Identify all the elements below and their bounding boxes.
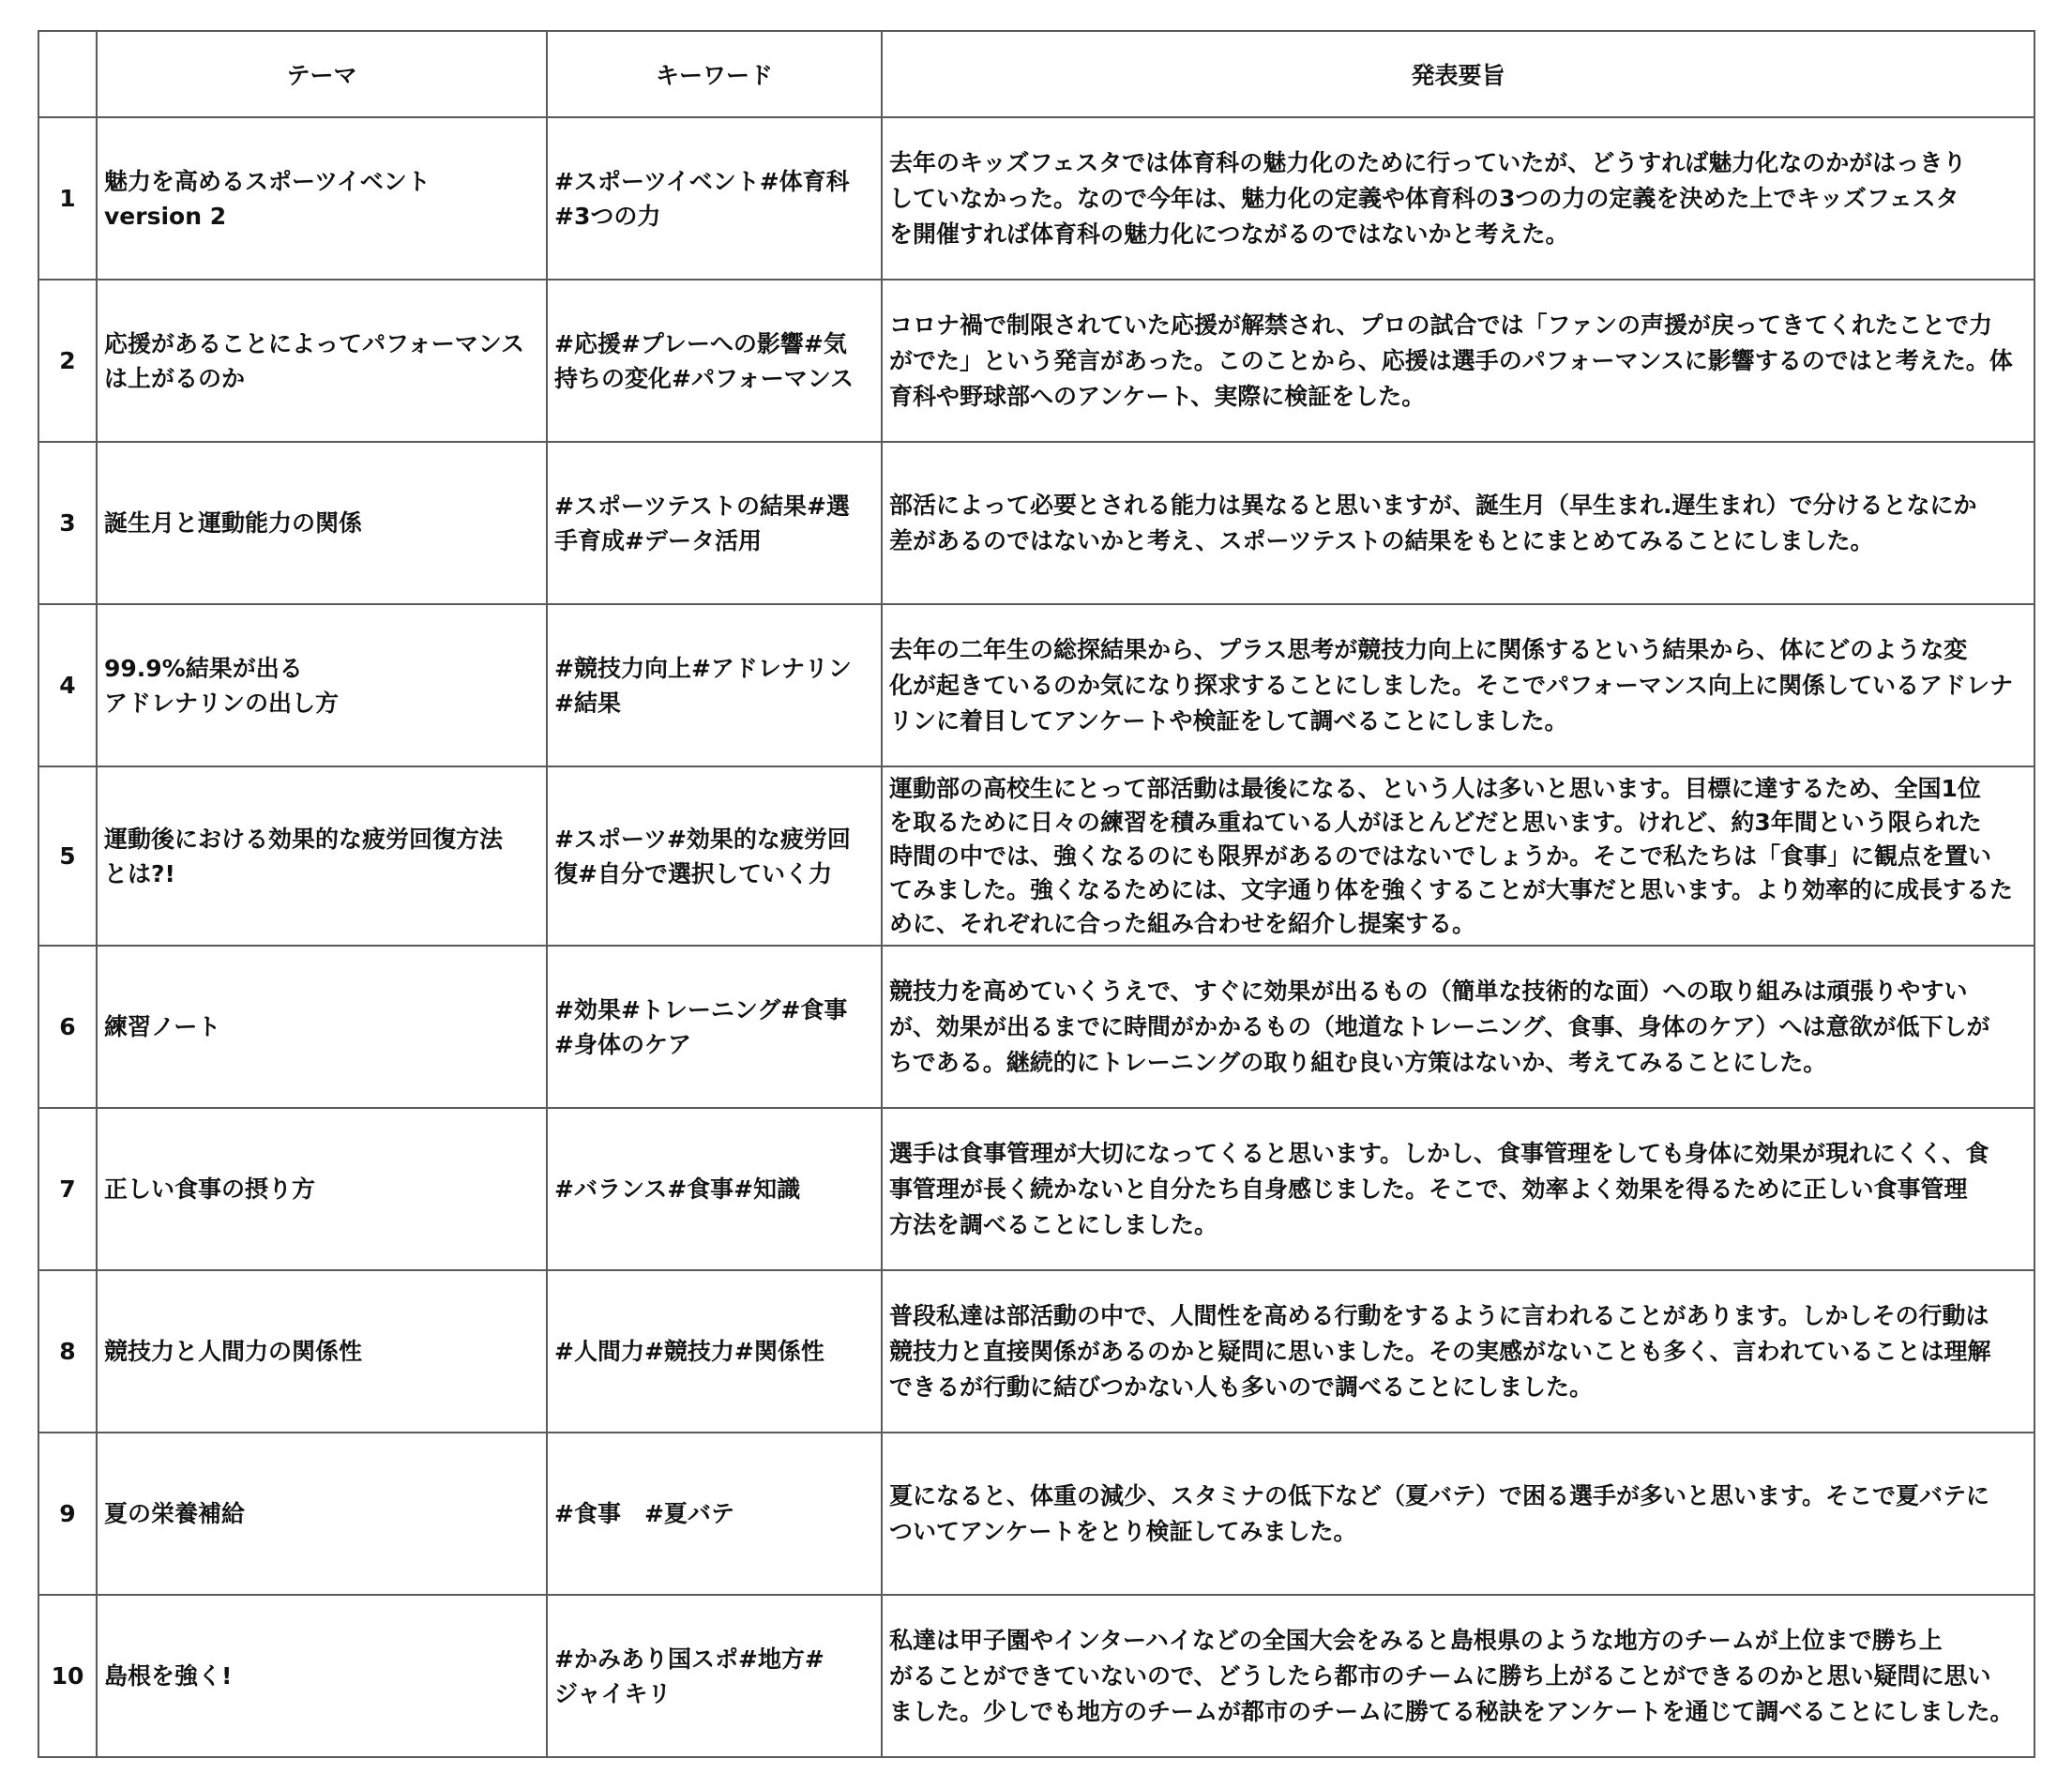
table-row: [38, 442, 2034, 604]
header-no: [38, 31, 97, 117]
theme-cell: 誕生月と運動能力の関係: [97, 442, 547, 604]
keywords-cell: #スポーツ#効果的な疲労回 復#自分で選択していく力: [547, 766, 882, 946]
row-number: 4: [38, 604, 97, 766]
keywords-cell: #効果#トレーニング#食事 #身体のケア: [547, 946, 882, 1108]
presentation-table-sheet: [38, 30, 2034, 1747]
presentation-table: [38, 30, 2035, 1758]
table-row: [38, 1270, 2034, 1433]
row-number: 8: [38, 1270, 97, 1433]
table-row: [38, 1433, 2034, 1595]
header-row: [38, 31, 2034, 117]
row-number: 9: [38, 1433, 97, 1595]
theme-cell: 応援があることによってパフォーマンス は上がるのか: [97, 280, 547, 442]
theme-cell: 練習ノート: [97, 946, 547, 1108]
header-theme: テーマ: [97, 31, 547, 117]
table-row: [38, 1108, 2034, 1270]
keywords-cell: #人間力#競技力#関係性: [547, 1270, 882, 1433]
summary-cell: 普段私達は部活動の中で、人間性を高める行動をするように言われることがあります。しかしその行動は 競技力と直接関係があるのかと疑問に思いました。その実感がないことも多く、言われていることは理解 できるが行動に結びつかない人も多いので調べることにしました。: [882, 1270, 2034, 1433]
header-keywords: キーワード: [547, 31, 882, 117]
summary-cell: 選手は食事管理が大切になってくると思います。しかし、食事管理をしても身体に効果が現れにくく、食 事管理が長く続かないと自分たち自身感じました。そこで、効率よく効果を得るために正しい食事管理 方法を調べることにしました。: [882, 1108, 2034, 1270]
table-row: [38, 117, 2034, 280]
summary-cell: 部活によって必要とされる能力は異なると思いますが、誕生月（早生まれ.遅生まれ）で分けるとなにか 差があるのではないかと考え、スポーツテストの結果をもとにまとめてみることにしました。: [882, 442, 2034, 604]
keywords-cell: #食事 #夏バテ: [547, 1433, 882, 1595]
theme-cell: 正しい食事の摂り方: [97, 1108, 547, 1270]
summary-cell: 私達は甲子園やインターハイなどの全国大会をみると島根県のような地方のチームが上位まで勝ち上 がることができていないので、どうしたら都市のチームに勝ち上がることができるのかと思い疑問に思い ました。少しでも地方のチームが都市のチームに勝てる秘訣をアンケートを通じて調べることにしました。: [882, 1595, 2034, 1757]
keywords-cell: #応援#プレーへの影響#気 持ちの変化#パフォーマンス: [547, 280, 882, 442]
row-number: 2: [38, 280, 97, 442]
summary-cell: 運動部の高校生にとって部活動は最後になる、という人は多いと思います。目標に達するため、全国1位 を取るために日々の練習を積み重ねている人がほとんどだと思います。けれど、約3年間という限られた 時間の中では、強くなるのにも限界があるのではないでしょうか。そこで私たちは「食事」に観点を置い てみました。強くなるためには、文字通り体を強くすることが大事だと思います。より効率的に成長するた めに、それぞれに合った組み合わせを紹介し提案する。: [882, 766, 2034, 946]
theme-cell: 魅力を高めるスポーツイベント version 2: [97, 117, 547, 280]
keywords-cell: #競技力向上#アドレナリン #結果: [547, 604, 882, 766]
theme-cell: 競技力と人間力の関係性: [97, 1270, 547, 1433]
table-row: [38, 766, 2034, 946]
summary-cell: 去年のキッズフェスタでは体育科の魅力化のために行っていたが、どうすれば魅力化なのかがはっきり していなかった。なので今年は、魅力化の定義や体育科の3つの力の定義を決めた上でキッズフェスタ を開催すれば体育科の魅力化につながるのではないかと考えた。: [882, 117, 2034, 280]
table-row: [38, 280, 2034, 442]
theme-cell: 運動後における効果的な疲労回復方法 とは?!: [97, 766, 547, 946]
row-number: 1: [38, 117, 97, 280]
row-number: 10: [38, 1595, 97, 1757]
row-number: 5: [38, 766, 97, 946]
summary-cell: 競技力を高めていくうえで、すぐに効果が出るもの（簡単な技術的な面）への取り組みは頑張りやすい が、効果が出るまでに時間がかかるもの（地道なトレーニング、食事、身体のケア）へは意欲が低下しが ちである。継続的にトレーニングの取り組む良い方策はないか、考えてみることにした。: [882, 946, 2034, 1108]
keywords-cell: #バランス#食事#知識: [547, 1108, 882, 1270]
keywords-cell: #かみあり国スポ#地方# ジャイキリ: [547, 1595, 882, 1757]
table-row: [38, 604, 2034, 766]
header-summary: 発表要旨: [882, 31, 2034, 117]
keywords-cell: #スポーツテストの結果#選 手育成#データ活用: [547, 442, 882, 604]
summary-cell: コロナ禍で制限されていた応援が解禁され、プロの試合では「ファンの声援が戻ってきてくれたことで力 がでた」という発言があった。このことから、応援は選手のパフォーマンスに影響するのではと考えた。体 育科や野球部へのアンケート、実際に検証をした。: [882, 280, 2034, 442]
table-row: [38, 946, 2034, 1108]
row-number: 6: [38, 946, 97, 1108]
row-number: 7: [38, 1108, 97, 1270]
theme-cell: 99.9%結果が出る アドレナリンの出し方: [97, 604, 547, 766]
row-number: 3: [38, 442, 97, 604]
summary-cell: 去年の二年生の総探結果から、プラス思考が競技力向上に関係するという結果から、体にどのような変 化が起きているのか気になり探求することにしました。そこでパフォーマンス向上に関係しているアドレナ リンに着目してアンケートや検証をして調べることにしました。: [882, 604, 2034, 766]
keywords-cell: #スポーツイベント#体育科 #3つの力: [547, 117, 882, 280]
summary-cell: 夏になると、体重の減少、スタミナの低下など（夏バテ）で困る選手が多いと思います。そこで夏バテに ついてアンケートをとり検証してみました。: [882, 1433, 2034, 1595]
theme-cell: 島根を強く!: [97, 1595, 547, 1757]
theme-cell: 夏の栄養補給: [97, 1433, 547, 1595]
table-row: [38, 1595, 2034, 1757]
